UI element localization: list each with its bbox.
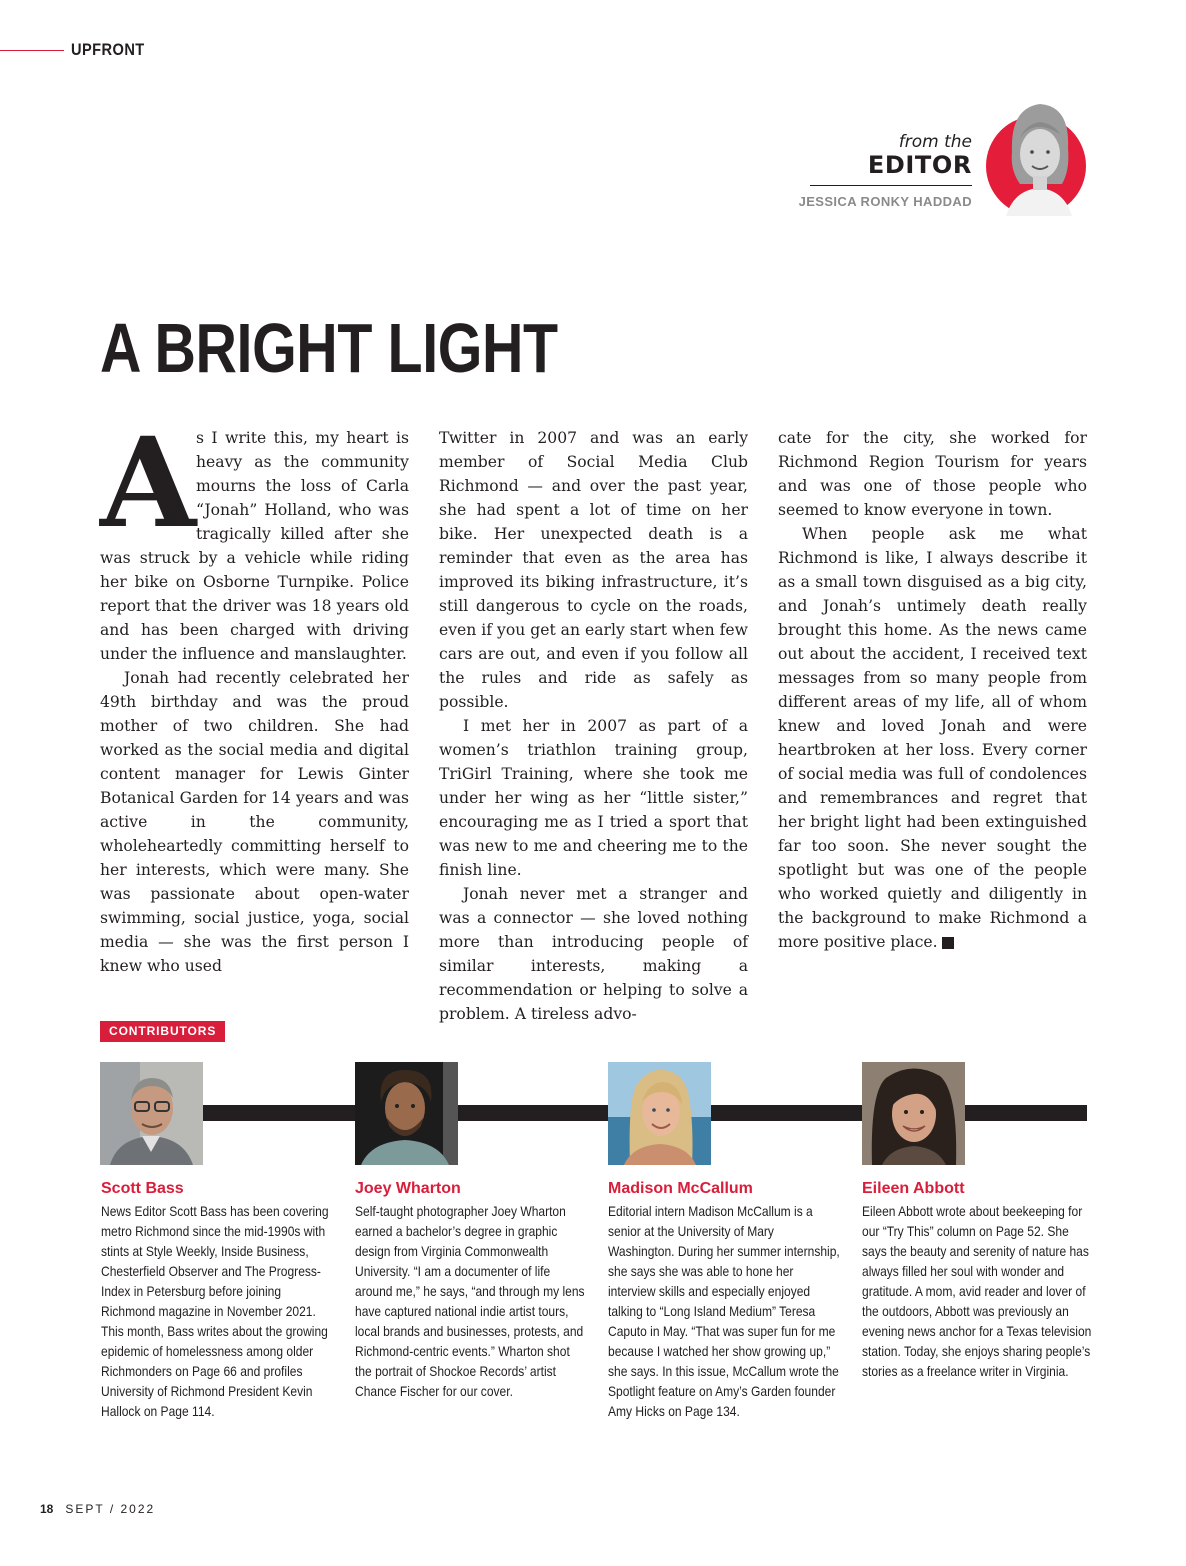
contributor-bio: Eileen Abbott wrote about beekeeping for our “Try This” column on Page 52. She says the beauty and serenity of nature has always filled her soul with wonder and gratitude. A mom, avid reader and lover of the outdoors, Abbott was previously an evening news anchor for a Texas television station. Today, she enjoys sharing people’s stories as a freelance writer in Virginia. — [862, 1203, 1092, 1379]
contributor-name: Madison McCallum — [608, 1180, 753, 1197]
article-column-3 — [778, 426, 1087, 954]
headline: A BRIGHT LIGHT — [100, 309, 558, 387]
article-paragraph: I met her in 2007 as part of a women’s triathlon training group, TriGirl Training, where she took me under her wing as her “little sister,” encouraging me as I tried a sport that was new to me and cheering me to the finish line. — [439, 717, 748, 879]
contributor-photo-eileen-abbott — [862, 1062, 965, 1165]
article-paragraph-text: When people ask me what Richmond is like, I always describe it as a small town disguised as a big city, and Jonah’s untimely death really brought this home. As the news came out about the accident, I received text messages from so many people from different areas of my life, all of whom knew and loved Jonah and were heartbroken at her loss. Every corner of social media was full of condolences and remembrances and regret that her bright light had been extinguished far too soon. She never sought the spotlight but was one of the people who worked quietly and diligently in the background to make Richmond a more positive place. — [778, 525, 1087, 951]
editor-name: JESSICA RONKY HADDAD — [798, 194, 972, 209]
end-mark-icon: R — [942, 937, 954, 949]
contributor-name: Eileen Abbott — [862, 1180, 965, 1197]
article-paragraph: Jonah had recently celebrated her 49th birthday and was the proud mother of two children. She had worked as the social media and digital content manager for Lewis Ginter Botanical Garden for 14 years and was active in the community, wholeheartedly committing herself to her interests, which were many. She was passionate about open-water swimming, social justice, yoga, social media — she was the first person I knew who used — [100, 669, 409, 975]
page-number: 18 — [40, 1502, 54, 1516]
editor-portrait — [984, 98, 1094, 220]
contributor-name: Joey Wharton — [355, 1180, 461, 1197]
contributor-bio: Self-taught photographer Joey Wharton earned a bachelor’s degree in graphic design from Virginia Commonwealth University. “I am a documenter of life around me,” he says, “and through my lens have captured national indie artist tours, local brands and businesses, protests, and Richmond-centric events.” Wharton shot the portrait of Shockoe Records’ artist Chance Fischer for our cover. — [355, 1203, 585, 1399]
article-paragraph: s I write this, my heart is heavy as the community mourns the loss of Carla “Jonah” Holland, who was tragically killed after she was struck by a vehicle while riding her bike on Osborne Turnpike. Police report that the driver was 18 years old and has been charged with driving under the influence and manslaughter. — [100, 429, 409, 663]
contributor-photo-madison-mccallum — [608, 1062, 711, 1165]
drop-cap: A — [100, 411, 197, 556]
contributor-name: Scott Bass — [101, 1180, 184, 1197]
article-column-2 — [439, 426, 748, 1026]
contributor-bio: Editorial intern Madison McCallum is a senior at the University of Mary Washington. During her summer internship, she says she was able to hone her interview skills and especially enjoyed talking to “Long Island Medium” Teresa Caputo in May. “That was super fun for me because I watched her show growing up,” she says. In this issue, McCallum wrote the Spotlight feature on Amy’s Garden founder Amy Hicks on Page 134. — [608, 1203, 840, 1419]
article-column-1 — [100, 411, 409, 978]
editor-label: EDITOR — [867, 151, 972, 179]
contributor-bio: News Editor Scott Bass has been covering metro Richmond since the mid-1990s with stints at Style Weekly, Inside Business, Chesterfield Observer and The Progress-Index in Petersburg before joining Richmond magazine in November 2021. This month, Bass writes about the growing epidemic of homelessness among older Richmonders on Page 66 and profiles University of Richmond President Kevin Hallock on Page 114. — [101, 1203, 329, 1419]
contributors-label: CONTRIBUTORS — [100, 1021, 225, 1042]
article-paragraph: cate for the city, she worked for Richmond Region Tourism for years and was one of those people who seemed to know everyone in town. — [778, 429, 1087, 519]
article-paragraph — [778, 522, 1087, 954]
from-the-label: from the — [898, 132, 972, 152]
contributor-photo-joey-wharton — [355, 1062, 458, 1165]
article-paragraph: Twitter in 2007 and was an early member of Social Media Club Richmond — and over the past year, she had spent a lot of time on her bike. Her unexpected death is a reminder that even as the area has improved its biking infrastructure, it’s still dangerous to cycle on the roads, even if you get an early start when few cars are out, and even if you follow all the rules and ride as safely as possible. — [439, 429, 748, 711]
issue-date: SEPT / 2022 — [65, 1502, 156, 1516]
folio — [40, 1502, 155, 1516]
section-label: UPFRONT — [71, 40, 145, 59]
section-rule — [0, 50, 64, 51]
contributor-photo-scott-bass — [100, 1062, 203, 1165]
article-paragraph: Jonah never met a stranger and was a connector — she loved nothing more than introducing people of similar interests, making a recommendation or helping to solve a problem. A tireless advo- — [439, 885, 748, 1023]
editor-rule — [810, 185, 972, 186]
